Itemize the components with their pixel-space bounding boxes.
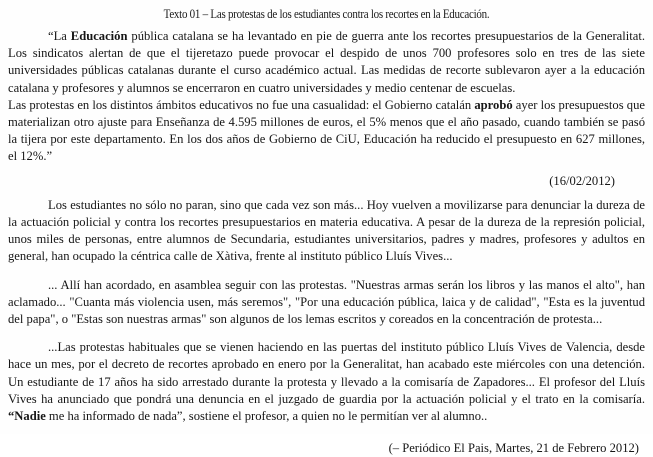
body-text: ...Las protestas habituales que se vienen haciendo en las puertas del instituto público Lluís Vives de Valencia, desde hace un mes, por el decreto de recortes aprobado en enero por la Generalitat, han acabado este miércoles con una detención. Un estudiante de 17 años ha sido arrestado durante la protesta y llevado a la comisaría de Zapadores... El profesor del Lluís Vives ha anunciado que pondrá una denuncia en el juzgado de guardia por la actuación policial y el trato en la comisaría. [8,340,645,406]
body-text: ayer los presupuestos que materializan otro ajuste para Enseñanza de 4.595 millones de euros, el 5% menos que el año pasado, cuando también se pasó la tijera por este departamento. En los dos años de Gobierno de CiU, Educación ha reducido el presupuesto en 627 millones, el 12%.” [8,97,645,164]
spacer [8,21,645,28]
body-text: “La [48,29,71,43]
paragraph-3 [8,197,645,266]
paragraph-5 [8,339,645,425]
body-text: ... Allí han acordado, en asamblea seguir con las protestas. "Nuestras armas serán los libros y las manos el alto", han aclamado... "Cuanta más violencia usen, más seremos", "Por una educación pública, laica y de calidad", "Esta es la juventud del papa", o "Estas son nuestras armas" son algunos de los lemas escritos y coreados en la concentración de protesta... [8,277,645,327]
body-text: Las protestas en los distintos ámbitos educativos no fue una casualidad: el Gobierno catalán [8,97,475,112]
body-text: me ha informado de nada”, sostiene el profesor, a quien no le permitían ver al alumno.. [45,409,488,424]
body-text: Los estudiantes no sólo no paran, sino que cada vez son más... Hoy vuelven a movilizarse para denunciar la dureza de la actuación policial y contra los recortes presupuestarios en materia educativa. A pesar de la dureza de la represión policial, unos miles de personas, entre alumnos de Secundaria, estudiantes universitarios, padres y madres, profesores y adultos en general, han ocupado la céntrica calle de Xàtiva, frente al instituto público Lluís Vives... [8,197,645,264]
emphasis-text: aprobó [474,97,513,112]
document-body [0,21,653,457]
body-text: pública catalana se ha levantado en pie de guerra ante los recortes presupuestarios de la Generalitat. Los sindicatos alertan de que el tijeretazo puede provocar el despido de unos 700 profesores solo en tres de las siete universidades públicas catalanas durante el curso académico actual. Las medidas de recorte sublevaron ayer a la educación catalana y profesores y alumnos se encerraron en cuatro universidades y medio centenar de escuelas. [8,29,645,95]
paragraph-2 [8,97,645,166]
date-note: (16/02/2012) [549,173,615,188]
paragraph-1 [8,28,645,97]
spacer [8,166,645,173]
spacer [8,425,645,440]
spacer [8,266,645,277]
spacer [8,190,645,197]
page-title: Texto 01 – Las protestas de los estudiantes contra los recortes en la Educación. [163,7,490,21]
emphasis-text: “Nadie [8,409,46,424]
emphasis-text: Educación [70,29,128,43]
source-attribution: (– Periódico El Pais, Martes, 21 de Febrero 2012) [388,441,639,456]
paragraph-4 [8,277,645,329]
spacer [8,328,645,339]
